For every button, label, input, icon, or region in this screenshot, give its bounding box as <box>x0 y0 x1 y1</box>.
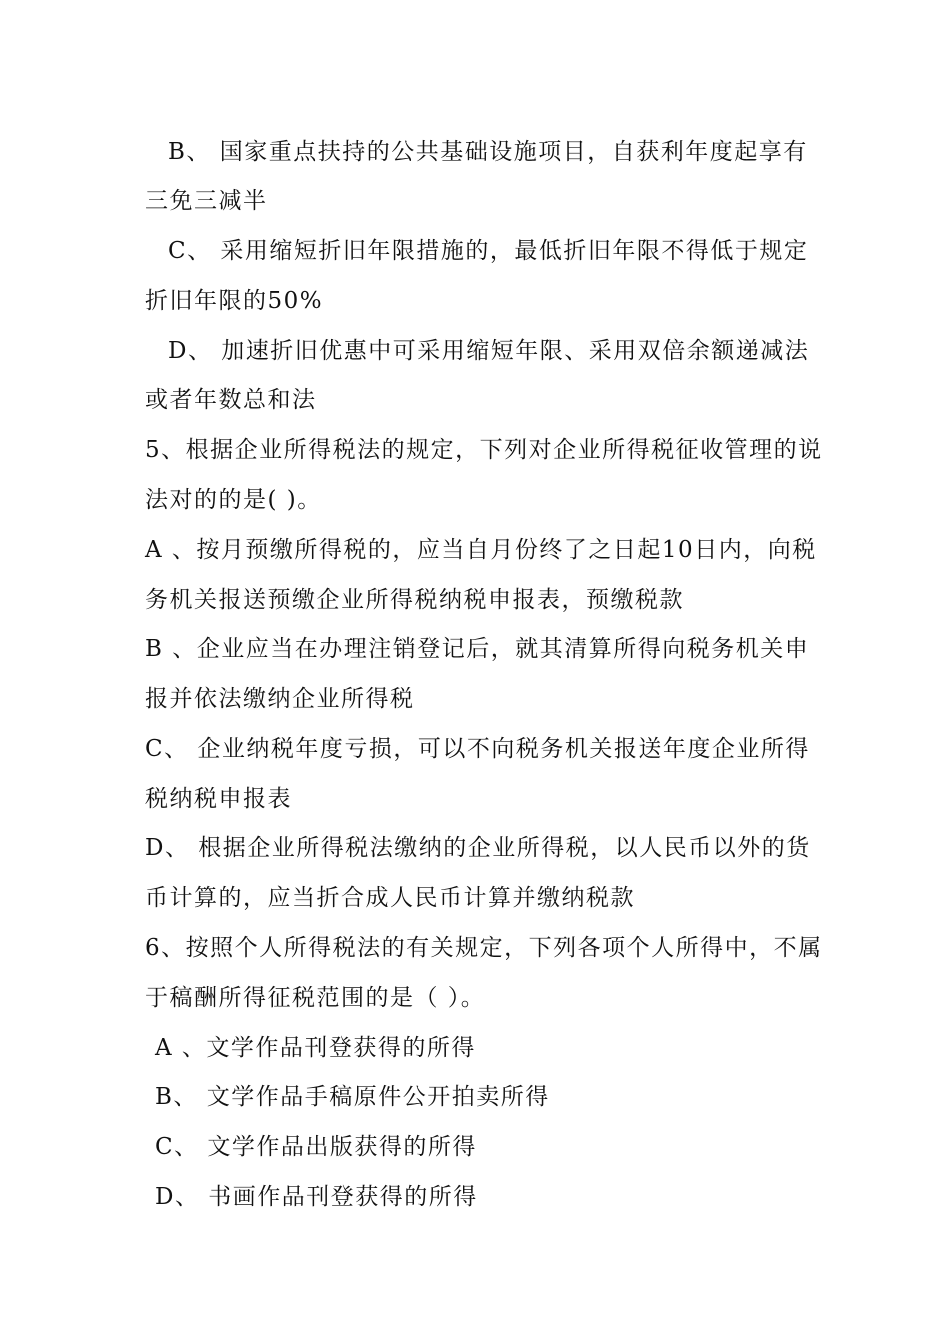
question-6-line-1: 6、按照个人所得税法的有关规定，下列各项个人所得中，不属 <box>145 935 823 961</box>
q5-option-c-line-2: 税纳税申报表 <box>145 786 292 812</box>
q5-option-b-line-1: B 、企业应当在办理注销登记后，就其清算所得向税务机关申 <box>145 636 810 662</box>
option-c-line-2: 折旧年限的50% <box>145 288 324 314</box>
q5-option-d-line-2: 币计算的，应当折合成人民币计算并缴纳税款 <box>145 885 635 911</box>
q5-option-b-line-2: 报并依法缴纳企业所得税 <box>145 686 415 712</box>
option-d-line-2: 或者年数总和法 <box>145 387 317 413</box>
q6-option-a: A 、文学作品刊登获得的所得 <box>155 1035 476 1061</box>
q6-option-c: C、 文学作品出版获得的所得 <box>155 1134 477 1160</box>
q5-option-d-line-1: D、 根据企业所得税法缴纳的企业所得税，以人民币以外的货 <box>145 835 811 861</box>
q6-option-b: B、 文学作品手稿原件公开拍卖所得 <box>155 1084 550 1110</box>
q5-option-a-line-1: A 、按月预缴所得税的，应当自月份终了之日起10日内，向税 <box>145 537 817 563</box>
q5-option-a-line-2: 务机关报送预缴企业所得税纳税申报表，预缴税款 <box>145 587 684 613</box>
option-c-line-1: C、 采用缩短折旧年限措施的，最低折旧年限不得低于规定 <box>168 238 809 264</box>
option-d-line-1: D、 加速折旧优惠中可采用缩短年限、采用双倍余额递减法 <box>168 338 810 364</box>
option-b-line-1: B、 国家重点扶持的公共基础设施项目，自获利年度起享有 <box>168 139 808 165</box>
option-b-line-2: 三免三减半 <box>145 188 268 214</box>
question-6-line-2: 于稿酬所得征税范围的是（ ）。 <box>145 985 486 1011</box>
q5-option-c-line-1: C、 企业纳税年度亏损，可以不向税务机关报送年度企业所得 <box>145 736 810 762</box>
question-5-line-2: 法对的的是( )。 <box>145 487 322 513</box>
question-5-line-1: 5、根据企业所得税法的规定，下列对企业所得税征收管理的说 <box>145 437 823 463</box>
q6-option-d: D、 书画作品刊登获得的所得 <box>155 1184 478 1210</box>
